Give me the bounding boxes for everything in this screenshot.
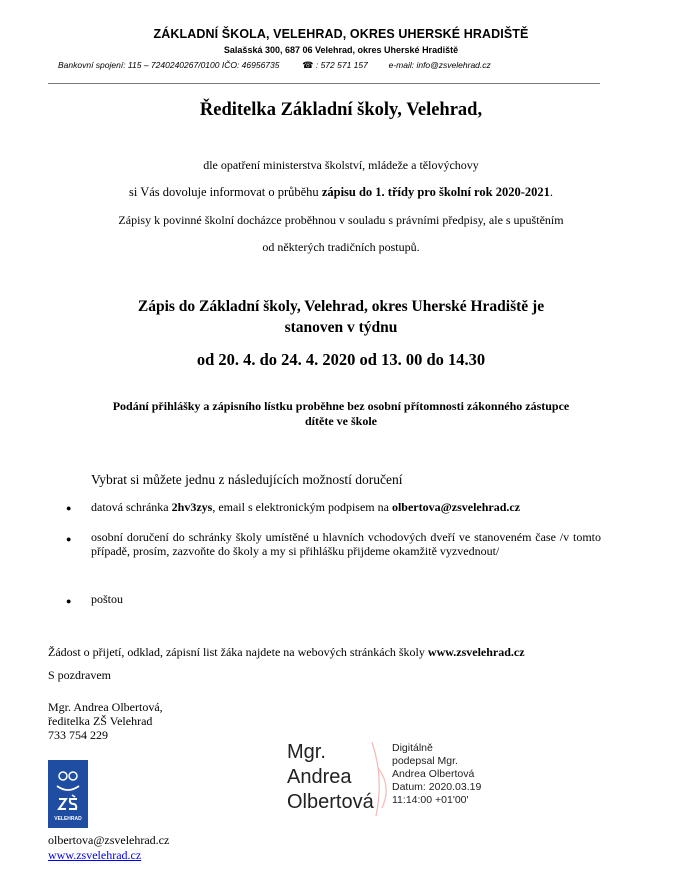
note-line-2: dítěte ve škole [305, 414, 377, 428]
signature-name [287, 740, 374, 815]
enrollment-highlight: zápisu do 1. třídy pro školní rok 2020-2021 [321, 185, 550, 199]
option-item-personal: osobní doručení do schránky školy umístěné u hlavních vchodových dveří ve stanoveném čase /v tomto případě, prosím, zazvoňte do školy a my si přihlášku přijdeme okamžitě vyzvednout/ [91, 530, 601, 558]
bullet-icon: ● [66, 596, 72, 606]
signature-name-line-1: Mgr. [287, 741, 326, 763]
intro-line-2 [0, 185, 682, 200]
logo-text: VELEHRAD [54, 816, 82, 822]
contact-email: olbertova@zsvelehrad.cz [48, 833, 170, 847]
signer-role: ředitelka ZŠ Velehrad [48, 714, 153, 728]
digital-signature-info [392, 742, 481, 807]
intro-line-4: od některých tradičních postupů. [262, 240, 420, 254]
databox-id: 2hv3zys [171, 500, 213, 514]
school-address: Salašská 300, 687 06 Velehrad, okres Uherské Hradiště [223, 45, 459, 55]
bullet-icon: ● [66, 534, 72, 544]
school-logo [48, 760, 88, 828]
contact-line [58, 60, 491, 71]
greeting: S pozdravem [48, 668, 111, 682]
bank-info: Bankovní spojení: 115 – 7240240267/0100 IČO: 46956735 [58, 60, 280, 70]
option-email: olbertova@zsvelehrad.cz [391, 500, 521, 514]
signer-phone: 733 754 229 [48, 728, 108, 742]
signature-name-line-2: Andrea [287, 766, 352, 788]
school-name: ZÁKLADNÍ ŠKOLA, VELEHRAD, OKRES UHERSKÉ HRADIŠTĚ [153, 27, 529, 41]
page-title: Ředitelka Základní školy, Velehrad, [199, 100, 483, 120]
option-item-databox [91, 500, 601, 515]
phone-number: : 572 571 157 [315, 60, 368, 70]
announcement-line-1: Zápis do Základní školy, Velehrad, okres Uherské Hradiště je [137, 298, 545, 315]
digital-line-2: podepsal Mgr. [392, 755, 458, 767]
signature-name-line-3: Olbertová [287, 791, 374, 813]
intro-line-2-text: si Vás dovoluje informovat o průběhu [129, 185, 322, 199]
option-item-post: poštou [91, 592, 124, 606]
bullet-icon: ● [66, 503, 72, 513]
options-heading: Vybrat si můžete jednu z následujících možností doručení [91, 472, 403, 487]
school-website[interactable]: www.zsvelehrad.cz [427, 645, 525, 659]
digital-line-3: Andrea Olbertová [392, 768, 475, 780]
intro-line-2-end: . [549, 185, 553, 199]
option-1-middle: , email s elektronickým podpisem na [212, 500, 392, 514]
request-text: Žádost o přijetí, odklad, zápisní list žáka najdete na webových stránkách školy [48, 645, 428, 659]
digital-line-1: Digitálně [392, 742, 433, 754]
request-line [48, 645, 525, 660]
enrollment-dates: od 20. 4. do 24. 4. 2020 od 13. 00 do 14.30 [196, 350, 486, 369]
signer-name: Mgr. Andrea Olbertová, [48, 700, 163, 714]
digital-line-5: 11:14:00 +01'00' [392, 794, 469, 806]
note-line-1: Podání přihlášky a zápisního lístku proběhne bez osobní přítomnosti zákonného zástupce [112, 399, 570, 413]
intro-line-1: dle opatření ministerstva školství, mládeže a tělovýchovy [203, 158, 479, 172]
contact-website-link[interactable]: www.zsvelehrad.cz [48, 848, 142, 862]
digital-line-4: Datum: 2020.03.19 [392, 781, 482, 793]
header-rule [48, 83, 600, 84]
phone-icon: ☎ [302, 60, 314, 70]
header-email: e-mail: info@zsvelehrad.cz [388, 60, 491, 70]
intro-line-3: Zápisy k povinné školní docházce proběhnou v souladu s právními předpisy, ale s upuštěním [118, 213, 564, 227]
announcement-line-2: stanoven v týdnu [284, 319, 398, 336]
option-1-prefix: datová schránka [91, 500, 172, 514]
